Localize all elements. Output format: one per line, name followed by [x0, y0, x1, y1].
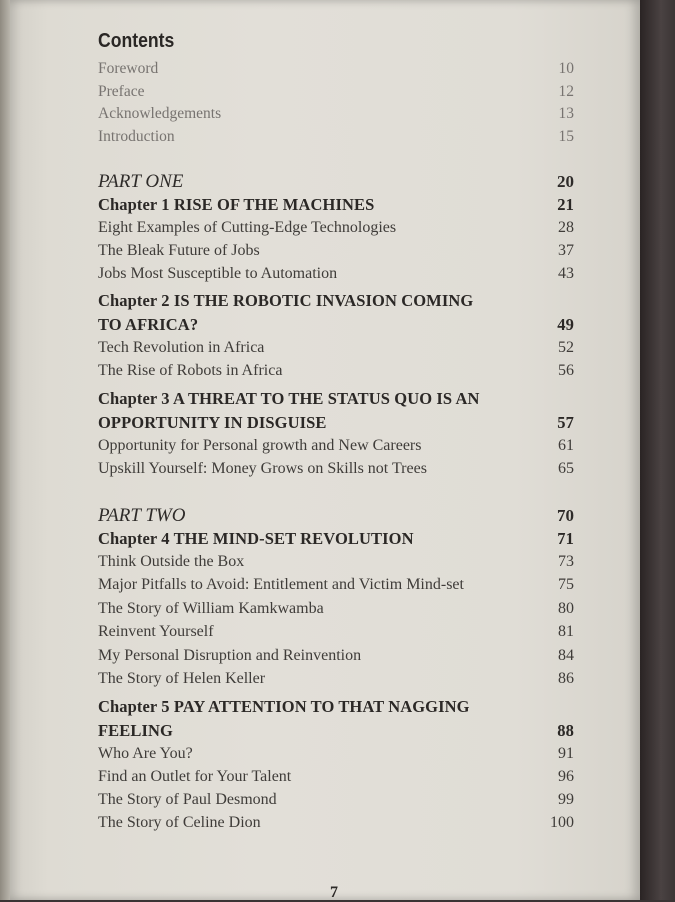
page-number: 7 — [330, 884, 338, 901]
contents-heading: Contents — [98, 30, 175, 52]
toc-entry: Tech Revolution in Africa 52 — [98, 339, 574, 356]
toc-entry: The Story of Celine Dion 100 — [98, 814, 574, 831]
toc-chapter-2-line1: Chapter 2 IS THE ROBOTIC INVASION COMING — [98, 291, 474, 310]
toc-entry-preface: Preface 12 — [98, 83, 574, 100]
toc-entry: Jobs Most Susceptible to Automation 43 — [98, 265, 574, 282]
toc-entry: The Story of William Kamkwamba 80 — [98, 600, 574, 617]
book-cover-edge — [640, 0, 675, 900]
toc-entry: The Rise of Robots in Africa 56 — [98, 362, 574, 379]
toc-entry: Opportunity for Personal growth and New Careers 61 — [98, 437, 574, 454]
toc-entry: Think Outside the Box 73 — [98, 553, 574, 570]
toc-entry: Reinvent Yourself 81 — [98, 623, 574, 640]
toc-chapter-3-line2: OPPORTUNITY IN DISGUISE 57 — [98, 413, 574, 432]
toc-chapter-3-line1: Chapter 3 A THREAT TO THE STATUS QUO IS AN — [98, 389, 480, 408]
toc-part-one: PART ONE 20 — [98, 171, 574, 192]
page-edge — [0, 0, 10, 900]
toc-chapter-5-line1: Chapter 5 PAY ATTENTION TO THAT NAGGING — [98, 697, 470, 716]
toc-part-two: PART TWO 70 — [98, 505, 574, 526]
toc-entry: The Story of Helen Keller 86 — [98, 670, 574, 687]
toc-chapter-2-line2: TO AFRICA? 49 — [98, 315, 574, 334]
toc-entry: Major Pitfalls to Avoid: Entitlement and Victim Mind-set 75 — [98, 576, 574, 593]
toc-chapter-1: Chapter 1 RISE OF THE MACHINES 21 — [98, 195, 574, 214]
toc-entry: The Story of Paul Desmond 99 — [98, 791, 574, 808]
toc-entry: Eight Examples of Cutting-Edge Technologies 28 — [98, 219, 574, 236]
book-page — [10, 0, 640, 900]
toc-entry: The Bleak Future of Jobs 37 — [98, 242, 574, 259]
toc-entry-foreword: Foreword 10 — [98, 60, 574, 77]
toc-chapter-5-line2: FEELING 88 — [98, 721, 574, 740]
toc-entry: My Personal Disruption and Reinvention 84 — [98, 647, 574, 664]
toc-entry: Upskill Yourself: Money Grows on Skills not Trees 65 — [98, 460, 574, 477]
toc-entry: Who Are You? 91 — [98, 745, 574, 762]
toc-entry-acknowledgements: Acknowledgements 13 — [98, 105, 574, 122]
toc-entry: Find an Outlet for Your Talent 96 — [98, 768, 574, 785]
toc-chapter-4: Chapter 4 THE MIND-SET REVOLUTION 71 — [98, 529, 574, 548]
toc-entry-introduction: Introduction 15 — [98, 128, 574, 145]
